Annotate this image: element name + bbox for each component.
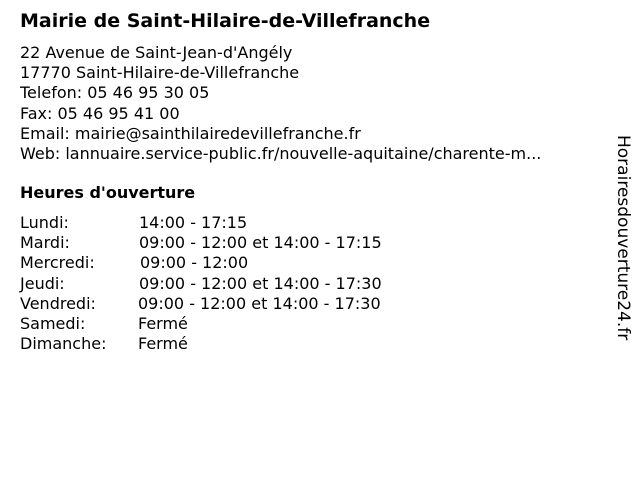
day-hours: Fermé xyxy=(138,334,188,354)
day-hours: 09:00 - 12:00 xyxy=(140,253,249,273)
day-label: Jeudi: xyxy=(20,273,65,293)
day-label: Dimanche: xyxy=(20,334,107,354)
contact-info xyxy=(20,43,541,164)
day-hours: 09:00 - 12:00 et 14:00 - 17:30 xyxy=(138,293,381,313)
day-label: Mercredi: xyxy=(20,253,95,273)
day-hours: 14:00 - 17:15 xyxy=(139,213,248,232)
hours-heading: Heures d'ouverture xyxy=(20,183,196,202)
street-address: 22 Avenue de Saint-Jean-d'Angély xyxy=(20,43,293,62)
phone-line: Telefon: 05 46 95 30 05 xyxy=(20,83,210,103)
day-label: Lundi: xyxy=(20,213,69,232)
day-hours: Fermé xyxy=(138,313,188,333)
day-label: Vendredi: xyxy=(20,293,96,313)
page-title: Mairie de Saint-Hilaire-de-Villefranche xyxy=(20,10,431,32)
site-watermark: Horairesdouverture24.fr xyxy=(613,135,633,341)
day-hours: 09:00 - 12:00 et 14:00 - 17:15 xyxy=(139,233,382,253)
web-line: Web: lannuaire.service-public.fr/nouvelle-aquitaine/charente-m... xyxy=(20,144,542,164)
city-address: 17770 Saint-Hilaire-de-Villefranche xyxy=(20,63,300,83)
day-label: Mardi: xyxy=(20,233,70,253)
day-hours: 09:00 - 12:00 et 14:00 - 17:30 xyxy=(139,273,382,293)
day-label: Samedi: xyxy=(20,313,86,333)
fax-line: Fax: 05 46 95 41 00 xyxy=(20,103,180,123)
email-line: Email: mairie@sainthilairedevillefranche.fr xyxy=(20,123,361,143)
